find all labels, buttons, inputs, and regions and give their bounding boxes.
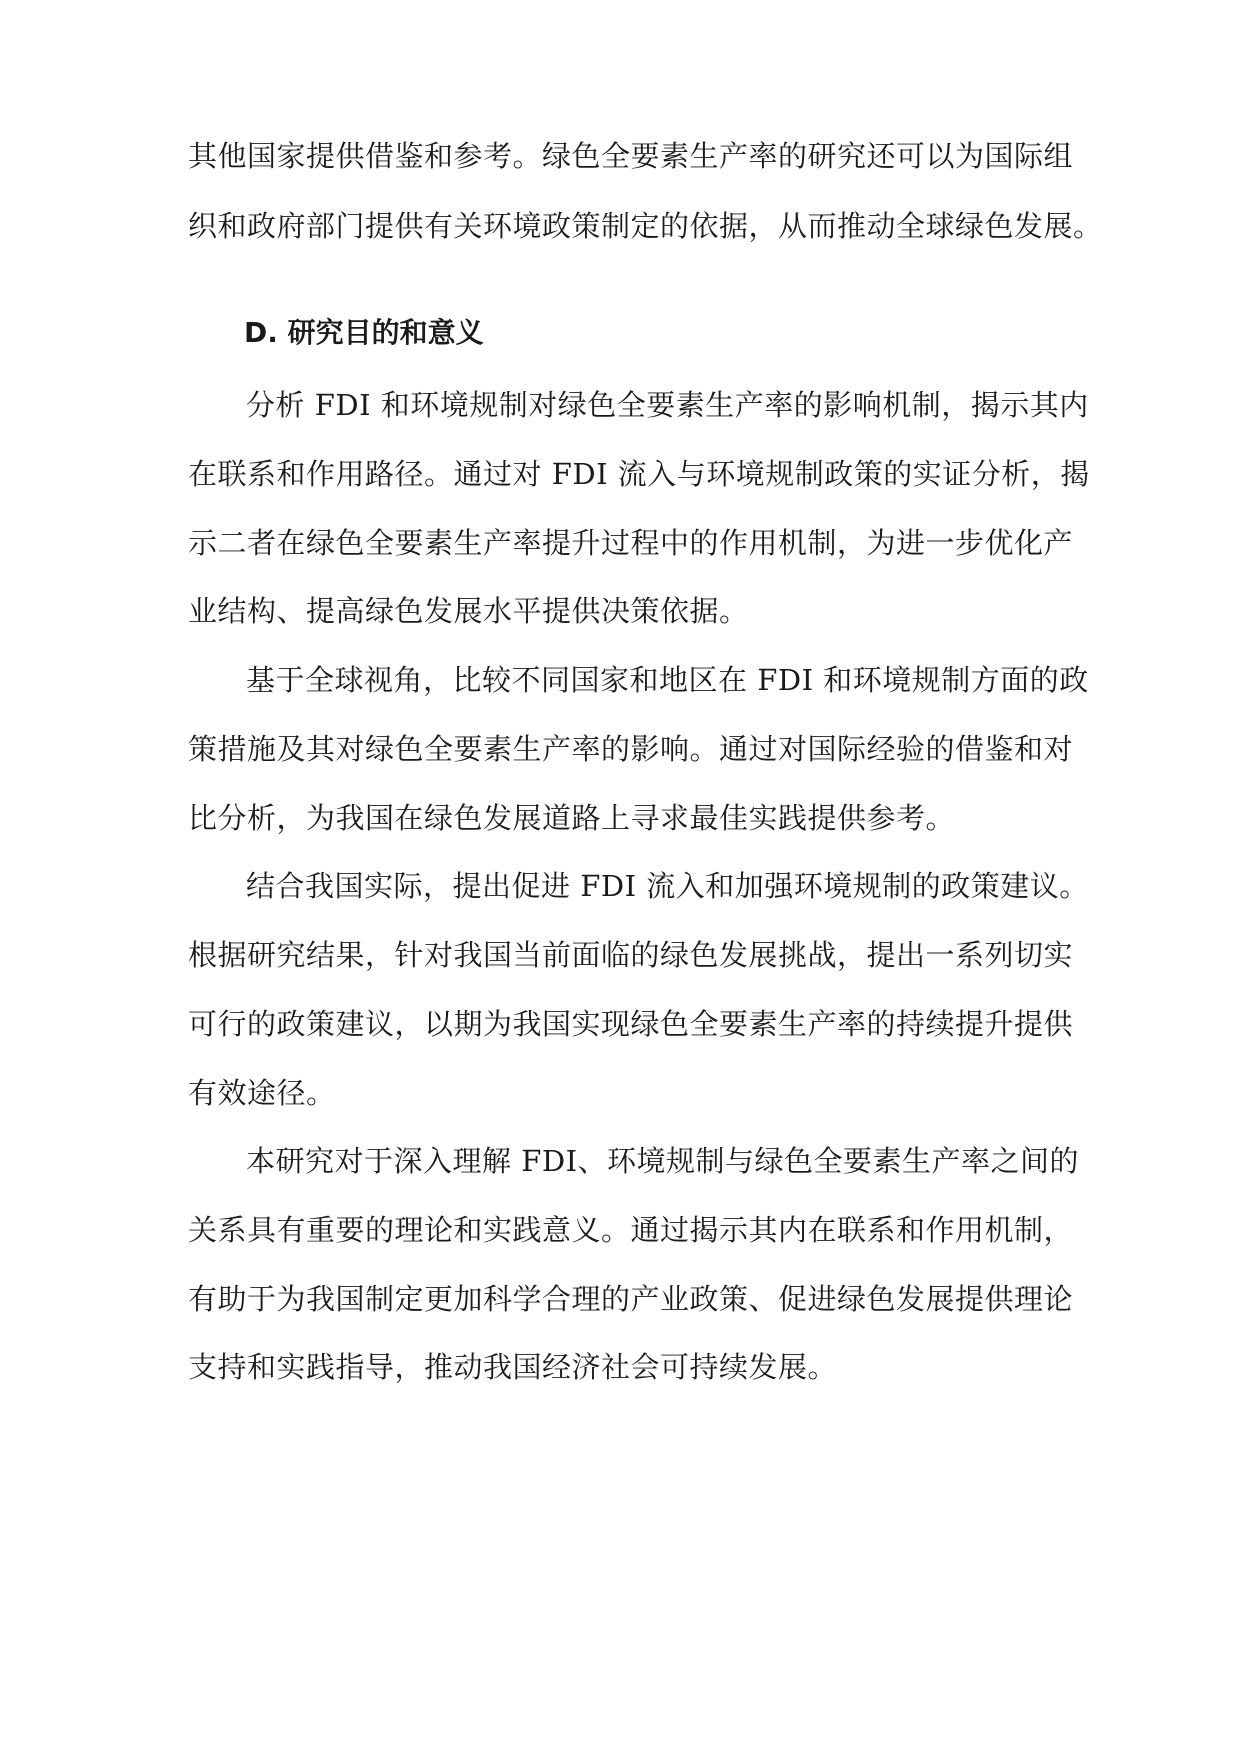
section-heading: D. 研究目的和意义 [244,316,484,349]
text-line: 本研究对于深入理解 FDI、环境规制与绿色全要素生产率之间的 [246,1144,1080,1178]
text-line: 在联系和作用路径。通过对 FDI 流入与环境规制政策的实证分析，揭 [188,457,1090,491]
text-line: 业结构、提高绿色发展水平提供决策依据。 [188,594,749,628]
text-line: 基于全球视角，比较不同国家和地区在 FDI 和环境规制方面的政 [246,663,1089,697]
text-line: 关系具有重要的理论和实践意义。通过揭示其内在联系和作用机制， [188,1213,1074,1247]
text-line: 根据研究结果，针对我国当前面临的绿色发展挑战，提出一系列切实 [188,938,1074,972]
text-line: 织和政府部门提供有关环境政策制定的依据，从而推动全球绿色发展。 [188,209,1103,243]
text-line: 可行的政策建议，以期为我国实现绿色全要素生产率的持续提升提供 [188,1007,1074,1041]
text-line: 结合我国实际，提出促进 FDI 流入和加强环境规制的政策建议。 [246,869,1089,903]
text-line: 策措施及其对绿色全要素生产率的影响。通过对国际经验的借鉴和对 [188,732,1074,766]
text-line: 示二者在绿色全要素生产率提升过程中的作用机制，为进一步优化产 [188,526,1074,560]
text-line: 有效途径。 [188,1076,336,1110]
text-line: 支持和实践指导，推动我国经济社会可持续发展。 [188,1350,838,1384]
text-line: 分析 FDI 和环境规制对绿色全要素生产率的影响机制，揭示其内 [246,388,1089,422]
text-line: 其他国家提供借鉴和参考。绿色全要素生产率的研究还可以为国际组 [188,139,1074,173]
text-line: 有助于为我国制定更加科学合理的产业政策、促进绿色发展提供理论 [188,1282,1074,1316]
text-line: 比分析，为我国在绿色发展道路上寻求最佳实践提供参考。 [188,801,956,835]
